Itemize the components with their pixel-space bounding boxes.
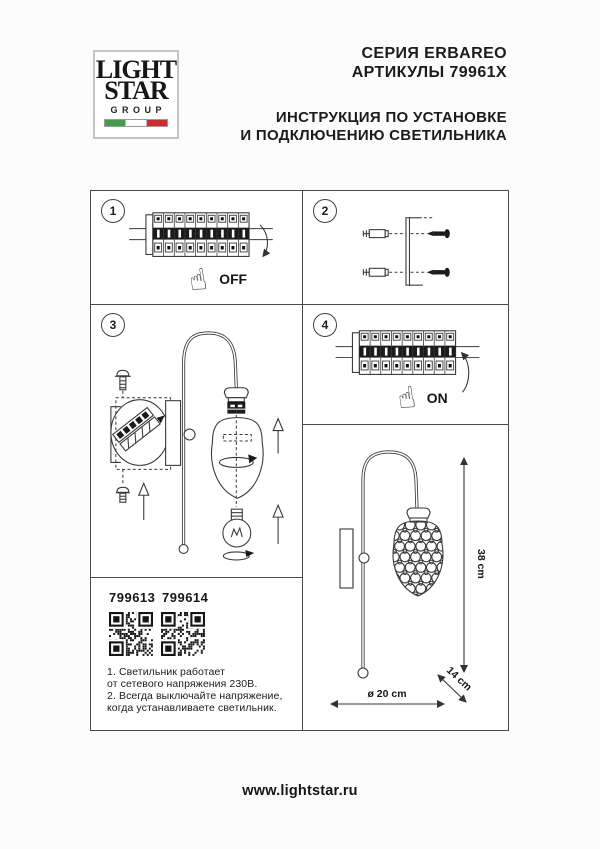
arrow-down-icon <box>260 225 268 257</box>
articles-panel <box>91 578 303 730</box>
lamp-arm-drawing <box>358 452 417 678</box>
wall-anchor-icon <box>363 268 388 276</box>
step-1-panel <box>91 191 303 305</box>
logo-word-light: LIGHT <box>95 55 177 84</box>
lightstar-logo <box>93 50 179 139</box>
qr-code-1 <box>109 612 153 656</box>
step-4-number: 4 <box>313 313 337 337</box>
article-number-1: 799613 <box>109 590 156 605</box>
pointing-hand-icon: ☝ <box>186 261 210 300</box>
logo-word-star: STAR <box>104 76 168 105</box>
series-name: СЕРИЯ ERBAREO <box>361 45 507 62</box>
screw-icon <box>427 268 450 277</box>
wall-plate-drawing <box>166 401 181 466</box>
doc-title-line2: И ПОДКЛЮЧЕНИЮ СВЕТИЛЬНИКА <box>240 127 507 144</box>
instruction-grid <box>90 190 509 731</box>
screw-icon <box>116 487 130 502</box>
step-4-panel <box>303 305 508 425</box>
safety-notes <box>107 666 282 714</box>
step-2-number: 2 <box>313 199 337 223</box>
article-number-2: 799614 <box>162 590 209 605</box>
depth-dimension-label: 14 cm <box>443 664 474 694</box>
arrow-up-icon <box>273 505 283 544</box>
lamp-arm-drawing <box>179 333 236 553</box>
note-line: 2. Всегда выключайте напряжение, <box>107 690 283 702</box>
on-label: ON <box>426 390 448 407</box>
italian-flag-icon <box>104 119 168 127</box>
diameter-dimension <box>331 688 444 704</box>
rotate-icon <box>223 550 254 560</box>
wall-plate-drawing <box>340 529 353 588</box>
arrow-up-icon <box>462 353 469 393</box>
qr-code-2 <box>161 612 205 656</box>
depth-dimension <box>438 664 474 702</box>
circuit-breaker-drawing <box>336 331 480 375</box>
wall-anchor-icon <box>363 230 388 238</box>
step-1-number: 1 <box>101 199 125 223</box>
website-url: www.lightstar.ru <box>242 783 358 799</box>
terminal-block-drawing <box>113 402 167 451</box>
step-3-panel <box>91 305 303 578</box>
step-2-panel <box>303 191 508 305</box>
lamp-socket-drawing <box>407 508 430 522</box>
diameter-dimension-label: ø 20 cm <box>367 688 407 700</box>
arrow-up-icon <box>139 483 149 520</box>
step-3-number: 3 <box>101 313 125 337</box>
screw-icon <box>115 370 131 389</box>
logo-word-group: GROUP <box>110 105 166 115</box>
note-line: от сетевого напряжения 230В. <box>107 678 258 690</box>
lamp-dimensions-diagram <box>303 425 508 730</box>
light-bulb-drawing <box>223 509 251 547</box>
height-dimension <box>464 458 487 672</box>
series-articles: АРТИКУЛЫ 79961X <box>351 64 507 81</box>
doc-title-line1: ИНСТРУКЦИЯ ПО УСТАНОВКЕ <box>275 109 507 126</box>
pointing-hand-icon: ☝ <box>395 379 419 418</box>
circuit-breaker-drawing <box>129 213 273 257</box>
header-text <box>240 44 507 145</box>
shade-pattern <box>384 520 454 606</box>
note-line: 1. Светильник работает <box>107 666 225 678</box>
off-label: OFF <box>219 271 248 288</box>
wall-bracket-drawing <box>406 218 433 285</box>
installation-diagram <box>91 305 302 577</box>
screw-icon <box>427 229 450 238</box>
height-dimension-label: 38 cm <box>475 549 487 579</box>
rotate-icon <box>219 454 257 467</box>
dimensions-panel <box>303 425 508 730</box>
note-line: когда устанавливаете светильник. <box>107 702 277 714</box>
arrow-up-icon <box>273 419 283 454</box>
